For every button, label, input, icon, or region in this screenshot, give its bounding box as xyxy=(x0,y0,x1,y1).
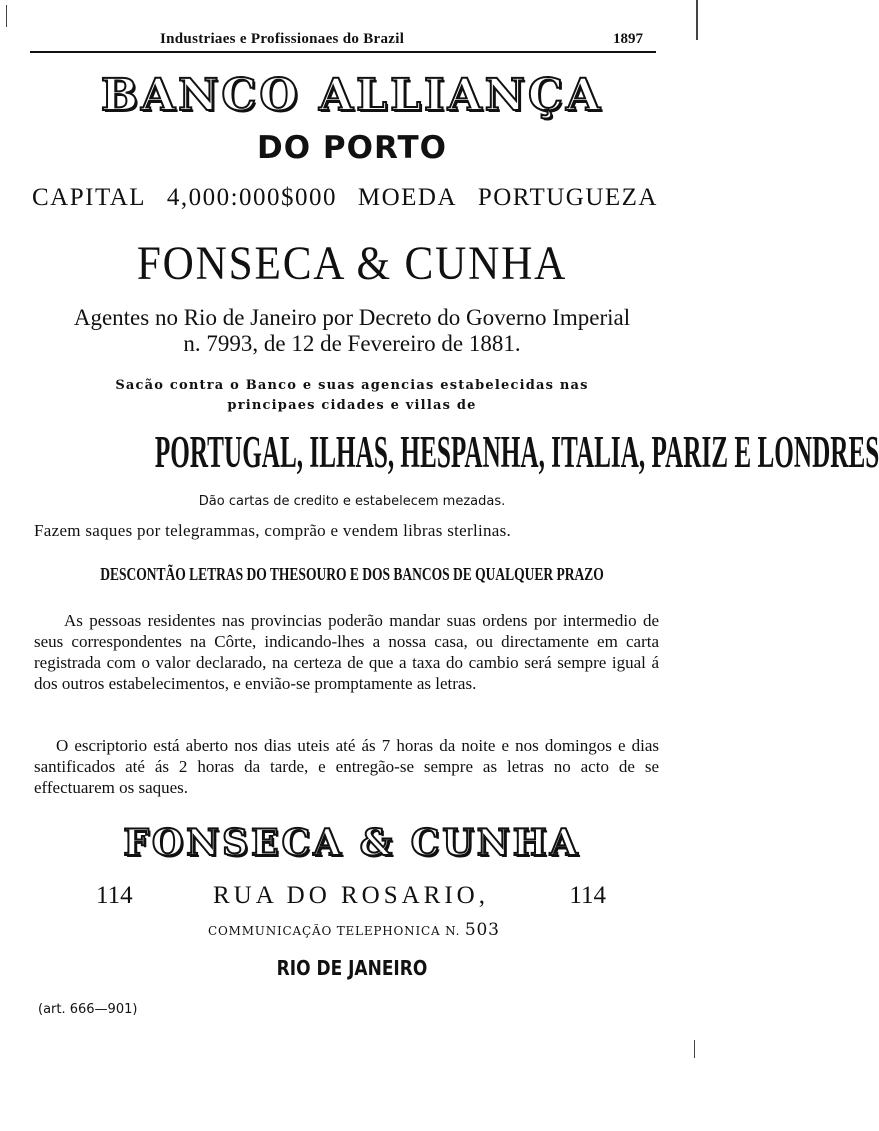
bank-location: DO PORTO xyxy=(257,130,447,166)
scan-edge-mark xyxy=(6,5,7,27)
capital-country: PORTUGUEZA xyxy=(477,184,658,211)
address-street: RUA DO ROSARIO, xyxy=(212,882,489,909)
page-number: 1897 xyxy=(613,31,643,47)
capital-currency: MOEDA xyxy=(357,184,458,211)
capital-word: CAPITAL xyxy=(32,184,147,211)
address-number-left: 114 xyxy=(96,882,133,909)
capital-amount: 4,000:000$000 xyxy=(166,184,338,211)
scan-edge-mark xyxy=(696,0,698,40)
telegram-line: Fazem saques por telegrammas, comprão e vendem libras sterlinas. xyxy=(34,521,512,540)
discount-line: DESCONTÃO LETRAS DO THESOURO E DOS BANCOS DE QUALQUER PRAZO xyxy=(100,564,604,584)
agents-block xyxy=(0,305,704,357)
bank-name: BANCO ALLIANÇA xyxy=(100,70,604,121)
header-rule xyxy=(30,51,656,53)
capital-line xyxy=(32,184,658,212)
agents-line-1: Agentes no Rio de Janeiro por Decreto do Governo Imperial xyxy=(73,305,631,330)
paragraph-hours: O escriptorio está aberto nos dias uteis até ás 7 horas da noite e nos domingos e dias santificados até ás 2 horas da tarde, e entregão-se sempre as letras no acto de se effectuarem os saques. xyxy=(34,736,659,797)
scan-edge-mark xyxy=(694,1040,695,1058)
countries-line: PORTUGAL, ILHAS, HESPANHA, ITALIA, PARIZ E LONDRES xyxy=(154,427,879,477)
firm-name: FONSECA & CUNHA xyxy=(136,237,568,290)
address-line xyxy=(96,882,606,910)
city: RIO DE JANEIRO xyxy=(276,956,428,980)
sacao-line-1: Sacão contra o Banco e suas agencias estabelecidas nas xyxy=(115,378,589,393)
article-reference: (art. 666—901) xyxy=(38,1002,138,1017)
address-number-right: 114 xyxy=(569,882,606,909)
sacao-block xyxy=(0,376,704,416)
paragraph-orders: As pessoas residentes nas provincias poderão mandar suas ordens por intermedio de seus correspondentes na Côrte, indicando-lhes a nossa casa, ou directamente em carta registrada com o valor declarado, na certeza de que a taxa do cambio será sempre igual á dos outros estabelecimentos, e envião-se promptamente as letras. xyxy=(34,611,659,693)
firm-name-footer: FONSECA & CUNHA xyxy=(123,822,581,864)
phone-label: COMMUNICAÇÃO TELEPHONICA N. xyxy=(208,924,461,938)
phone-line xyxy=(208,920,500,940)
running-title: Industriaes e Profissionaes do Brazil xyxy=(160,31,405,47)
credit-line: Dão cartas de credito e estabelecem mezadas. xyxy=(198,494,506,509)
phone-number: 503 xyxy=(464,920,500,940)
sacao-line-2: principaes cidades e villas de xyxy=(227,398,477,413)
agents-line-2: n. 7993, de 12 de Fevereiro de 1881. xyxy=(183,331,521,356)
